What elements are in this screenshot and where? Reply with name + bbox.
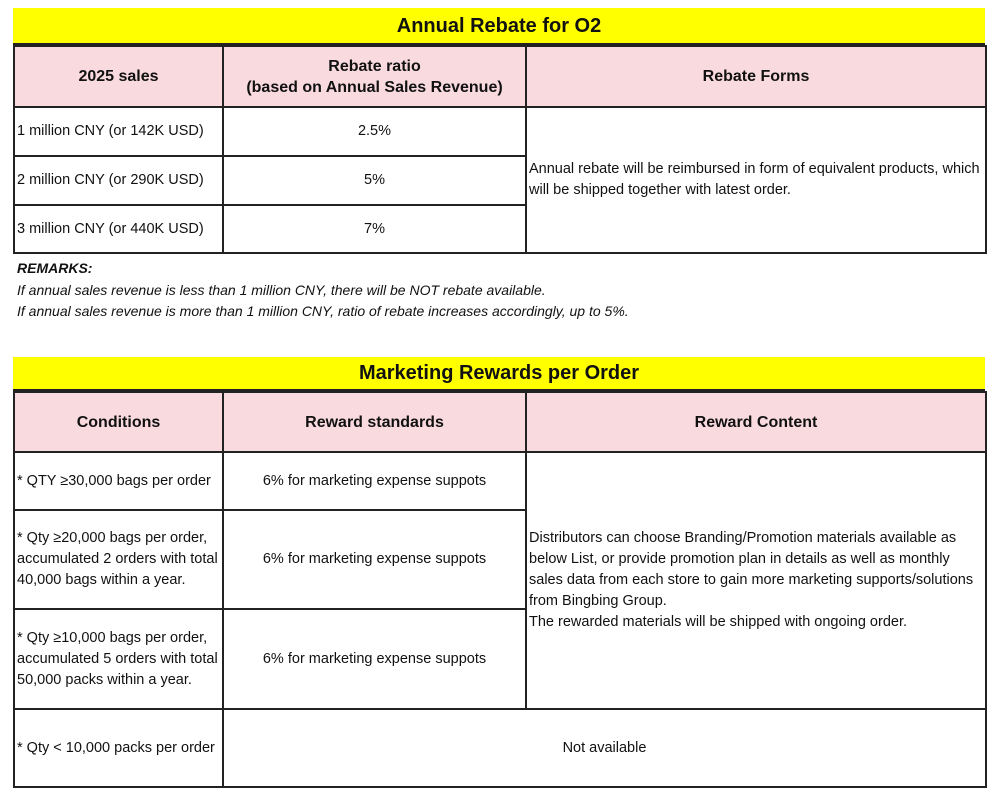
table-header-row xyxy=(14,392,986,452)
table-row xyxy=(14,452,986,510)
condition-cell: * Qty ≥20,000 bags per order, accumulated 2 orders with total 40,000 bags within a year. xyxy=(14,510,223,609)
header-ratio-line1: Rebate ratio xyxy=(328,57,421,75)
rebate-table xyxy=(13,45,987,254)
rewards-title: Marketing Rewards per Order xyxy=(13,357,985,391)
rebate-title: Annual Rebate for O2 xyxy=(13,8,985,45)
header-ratio xyxy=(223,46,526,107)
ratio-cell: 5% xyxy=(223,156,526,205)
remark-line: If annual sales revenue is more than 1 million CNY, ratio of rebate increases accordingly, up to 5%. xyxy=(17,303,629,319)
rebate-form-cell: Annual rebate will be reimbursed in form of equivalent products, which will be shipped together with latest order. xyxy=(526,107,986,253)
table-row xyxy=(14,709,986,787)
reward-content-cell xyxy=(526,452,986,709)
sales-cell: 1 million CNY (or 142K USD) xyxy=(14,107,223,156)
ratio-cell: 7% xyxy=(223,205,526,253)
remarks-heading: REMARKS: xyxy=(17,260,93,276)
not-available-cell: Not available xyxy=(223,709,986,787)
rewards-table xyxy=(13,391,987,788)
standard-cell: 6% for marketing expense suppots xyxy=(223,609,526,709)
reward-content-text2: The rewarded materials will be shipped with ongoing order. xyxy=(529,614,908,630)
condition-cell: * Qty ≥10,000 bags per order, accumulated 5 orders with total 50,000 packs within a year. xyxy=(14,609,223,709)
remarks xyxy=(17,258,629,323)
ratio-cell: 2.5% xyxy=(223,107,526,156)
remark-line: If annual sales revenue is less than 1 million CNY, there will be NOT rebate available. xyxy=(17,281,546,298)
table-row xyxy=(14,107,986,156)
header-standards: Reward standards xyxy=(223,392,526,452)
condition-cell: * Qty < 10,000 packs per order xyxy=(14,709,223,787)
header-conditions: Conditions xyxy=(14,392,223,452)
sales-cell: 3 million CNY (or 440K USD) xyxy=(14,205,223,253)
standard-cell: 6% for marketing expense suppots xyxy=(223,452,526,510)
header-sales: 2025 sales xyxy=(14,46,223,107)
condition-cell: * QTY ≥30,000 bags per order xyxy=(14,452,223,510)
reward-content-text: Distributors can choose Branding/Promotion materials available as below List, or provide promotion plan in details as well as monthly sales data from each store to gain more marketing supports/solutions from Bingbing Group. xyxy=(529,530,974,609)
sales-cell: 2 million CNY (or 290K USD) xyxy=(14,156,223,205)
header-content: Reward Content xyxy=(526,392,986,452)
table-header-row xyxy=(14,46,986,107)
header-ratio-line2: (based on Annual Sales Revenue) xyxy=(246,78,503,96)
standard-cell: 6% for marketing expense suppots xyxy=(223,510,526,609)
header-forms: Rebate Forms xyxy=(526,46,986,107)
